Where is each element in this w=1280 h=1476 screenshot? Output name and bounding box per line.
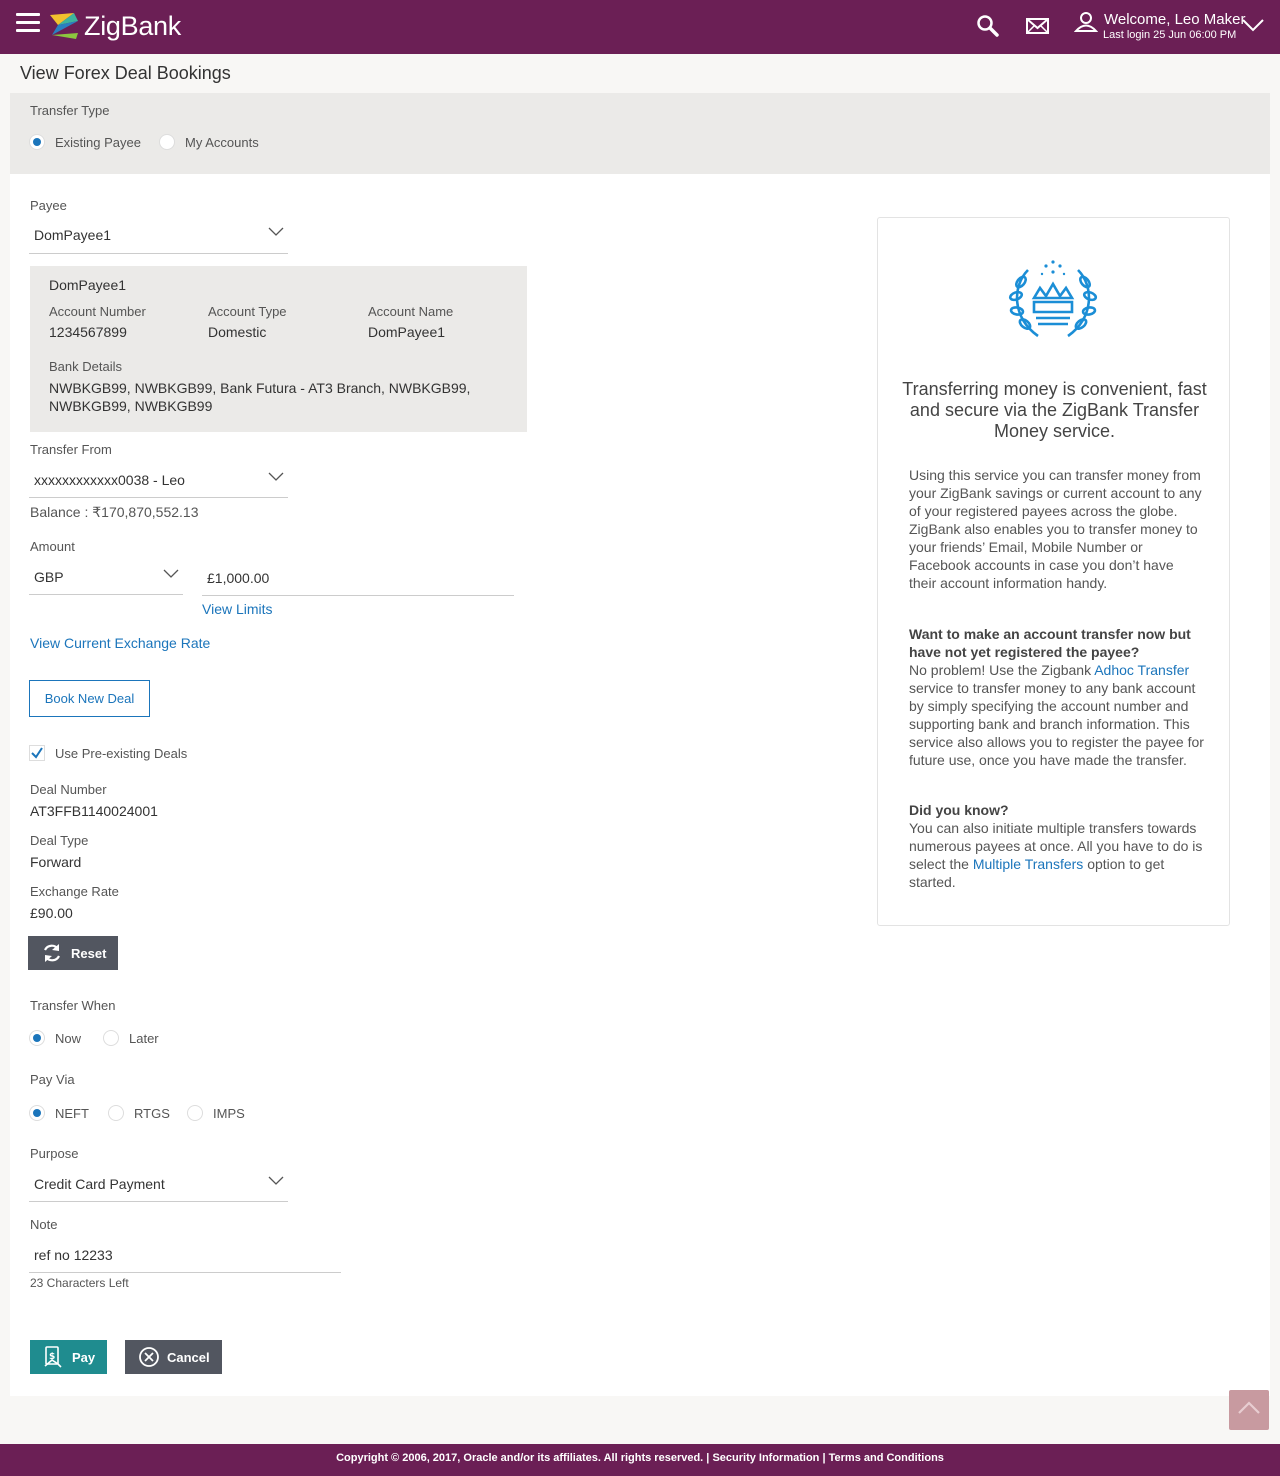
reset-button[interactable] [28,936,118,970]
transfer-from-label: Transfer From [30,442,112,457]
currency-value: GBP [34,569,64,585]
zigbank-logo-icon [48,11,80,41]
transfer-type-section [10,93,1270,174]
scroll-to-top-button[interactable] [1229,1390,1269,1430]
account-type-label: Account Type [208,304,287,319]
refresh-icon [41,942,63,964]
footer [0,1444,1280,1476]
radio-later-label[interactable]: Later [129,1031,159,1046]
chevron-down-icon [268,472,284,482]
bank-details-label: Bank Details [49,359,122,374]
footer-separator: | [822,1452,829,1464]
search-icon[interactable] [974,12,1002,40]
view-limits-link[interactable]: View Limits [202,601,273,617]
bank-details-line2: NWBKGB99, NWBKGB99 [49,398,213,414]
footer-copyright: Copyright © 2006, 2017, Oracle and/or its affiliates. All rights reserved. [336,1452,704,1464]
balance-text: Balance : ₹170,870,552.13 [30,504,199,520]
info-question-block [909,625,1204,769]
radio-neft-label[interactable]: NEFT [55,1106,89,1121]
security-information-link[interactable]: Security Information [712,1452,820,1464]
info-did-you-know-heading: Did you know? [909,802,1009,818]
info-panel [877,217,1230,926]
main-content [10,93,1270,1396]
info-question-pre: No problem! Use the Zigbank [909,662,1095,678]
amount-input[interactable] [202,570,514,596]
deal-type-value: Forward [30,854,82,870]
info-did-you-know-block [909,801,1204,891]
account-number-value: 1234567899 [49,324,127,340]
exchange-rate-label: Exchange Rate [30,884,119,899]
info-question-post: service to transfer money to any bank account by simply specifying the account number and supporting bank and branch information. This service also allows you to register the payee for future use, once you have made the transfer. [909,680,1204,768]
account-name-label: Account Name [368,304,454,319]
chevron-down-icon[interactable] [1240,14,1266,36]
info-question-heading: Want to make an account transfer now but have not yet registered the payee? [909,626,1191,660]
radio-my-accounts-label[interactable]: My Accounts [185,135,259,150]
currency-select[interactable] [29,569,183,595]
brand-name: ZigBank [84,10,181,41]
chevron-down-icon [268,227,284,237]
page-title: View Forex Deal Bookings [20,63,231,83]
use-preexisting-deals-label[interactable]: Use Pre-existing Deals [55,746,188,761]
note-input[interactable] [29,1247,341,1273]
transfer-when-label: Transfer When [30,998,116,1013]
multiple-transfers-link[interactable]: Multiple Transfers [972,856,1084,872]
payee-details-card [30,266,527,432]
radio-rtgs[interactable] [108,1105,124,1121]
account-name-value: DomPayee1 [368,324,446,340]
amount-value: £1,000.00 [207,570,270,586]
radio-existing-payee-label[interactable]: Existing Payee [55,135,141,150]
footer-separator: | [706,1452,713,1464]
transfer-from-select[interactable] [29,472,288,498]
amount-label: Amount [30,539,75,554]
radio-neft[interactable] [29,1105,45,1121]
info-did-you-know-post: option to get started. [909,856,1165,890]
chevron-down-icon [268,1176,284,1186]
logo[interactable] [48,8,181,44]
chevron-up-icon [1237,1400,1261,1416]
radio-my-accounts[interactable] [159,134,175,150]
note-chars-left: 23 Characters Left [30,1276,129,1290]
payee-value: DomPayee1 [34,227,112,243]
radio-rtgs-label[interactable]: RTGS [134,1106,170,1121]
deal-number-label: Deal Number [30,782,107,797]
transfer-from-value: xxxxxxxxxxxx0038 - Leo [34,472,185,488]
terms-and-conditions-link[interactable]: Terms and Conditions [828,1452,944,1464]
info-heading: Transferring money is convenient, fast and secure via the ZigBank Transfer Money service. [902,379,1207,441]
radio-imps[interactable] [187,1105,203,1121]
book-new-deal-button[interactable]: Book New Deal [29,680,150,717]
radio-imps-label[interactable]: IMPS [213,1106,245,1121]
crown-laurel-icon [1006,258,1100,346]
pay-button[interactable] [30,1340,107,1374]
info-paragraph-1: Using this service you can transfer money from your ZigBank savings or current account to any of your registered payees across the globe. ZigBank also enables you to transfer money to your friends’ Email, Mobile Number or Facebook accounts in case you don’t have their account information handy. [909,467,1202,591]
cancel-button[interactable] [125,1340,222,1374]
radio-now-label[interactable]: Now [55,1031,82,1046]
close-circle-icon [138,1346,160,1368]
payee-label: Payee [30,198,67,213]
view-exchange-rate-link[interactable]: View Current Exchange Rate [30,635,211,651]
reset-label: Reset [71,945,107,961]
radio-existing-payee[interactable] [29,134,45,150]
account-type-value: Domestic [208,324,267,340]
user-icon[interactable] [1074,10,1098,34]
transfer-type-label: Transfer Type [30,103,110,118]
welcome-text: Welcome, Leo Maker [1104,11,1246,28]
info-did-you-know-pre: You can also initiate multiple transfers towards numerous payees at once. All you have to do is select the [909,820,1203,872]
radio-now[interactable] [29,1030,45,1046]
pay-label: Pay [72,1349,96,1365]
cancel-label: Cancel [167,1349,210,1365]
purpose-label: Purpose [30,1146,79,1161]
last-login-text: Last login 25 Jun 06:00 PM [1103,29,1237,41]
use-preexisting-deals-checkbox[interactable] [29,745,45,761]
adhoc-transfer-link[interactable]: Adhoc Transfer [1094,662,1190,678]
mail-icon[interactable] [1024,12,1052,40]
purpose-select[interactable] [29,1176,288,1202]
deal-number-value: AT3FFB1140024001 [30,803,158,819]
bank-details-line1: NWBKGB99, NWBKGB99, Bank Futura - AT3 Branch, NWBKGB99, [49,380,471,396]
menu-icon[interactable] [16,13,40,33]
pay-icon [44,1346,62,1368]
note-label: Note [30,1217,58,1232]
account-number-label: Account Number [49,304,146,319]
top-bar [0,0,1280,54]
exchange-rate-value: £90.00 [30,905,73,921]
purpose-value: Credit Card Payment [34,1176,165,1192]
payee-card-name: DomPayee1 [49,277,127,293]
deal-type-label: Deal Type [30,833,89,848]
pay-via-label: Pay Via [30,1072,75,1087]
svg-text:$: $ [49,1352,56,1362]
note-value: ref no 12233 [34,1247,113,1263]
payee-select[interactable] [29,227,288,254]
chevron-down-icon [163,569,179,579]
radio-later[interactable] [103,1030,119,1046]
